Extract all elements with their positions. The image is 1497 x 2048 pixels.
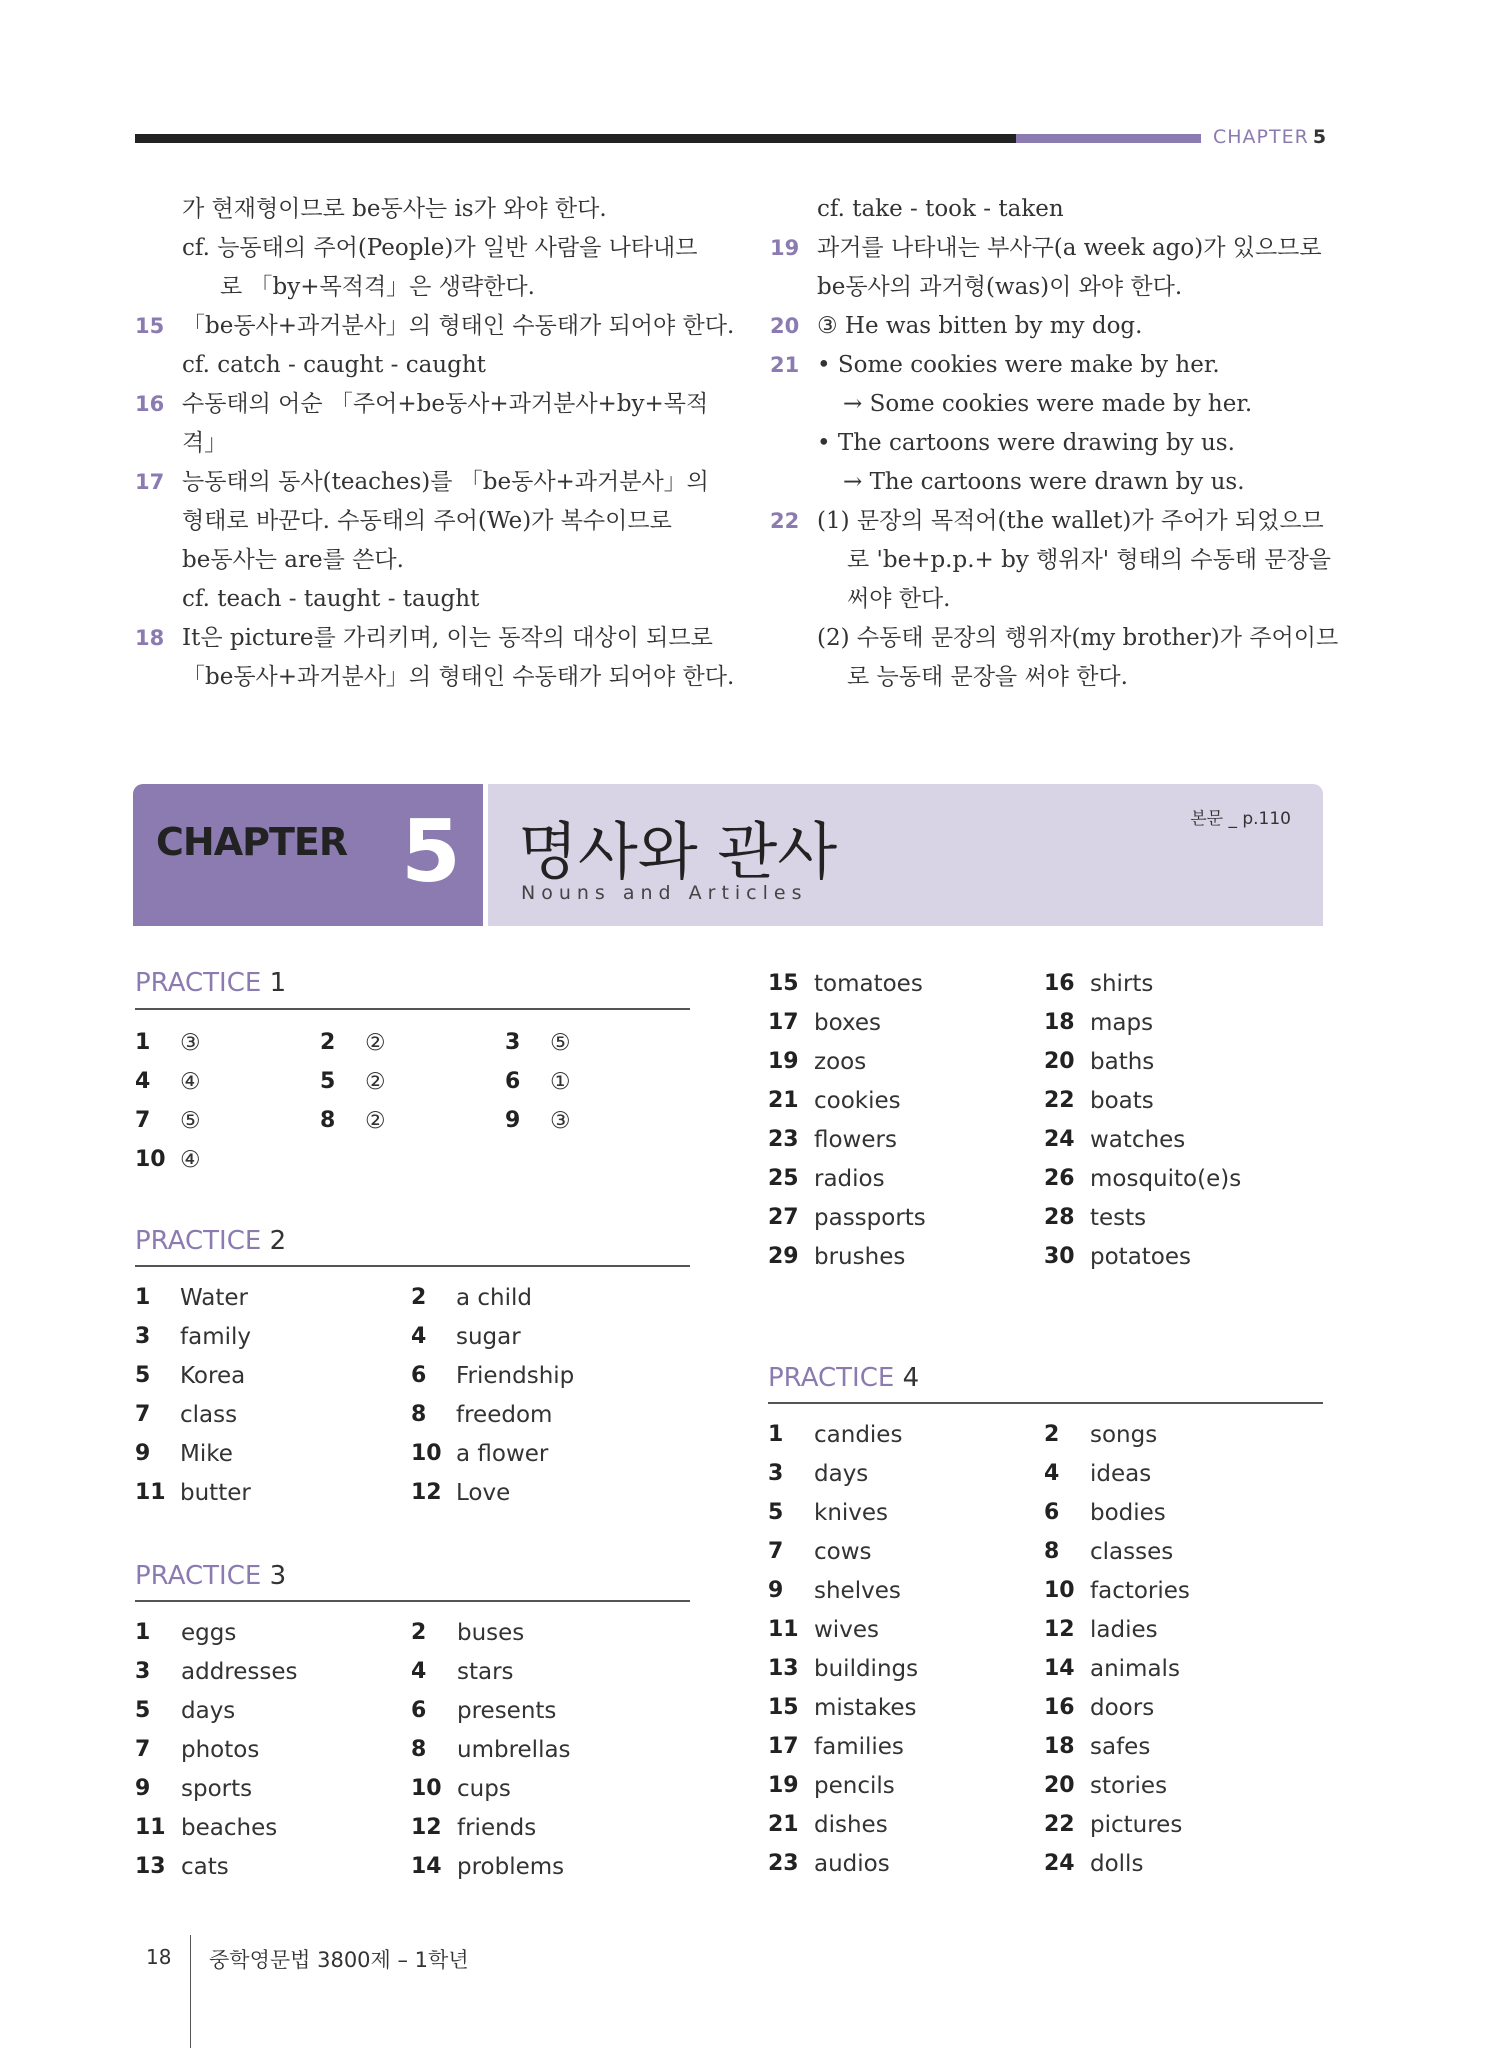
answer-value: problems: [457, 1854, 565, 1880]
answer-number: 8: [1044, 1539, 1060, 1564]
explanation-item: [770, 190, 1330, 229]
answer-number: 5: [768, 1500, 784, 1525]
answer-number: 6: [1044, 1500, 1060, 1525]
explanation-item: [135, 463, 709, 619]
chapter-banner-label: CHAPTER: [156, 820, 348, 864]
answer-value: ⑤: [550, 1030, 571, 1056]
practice-2-number: 2: [269, 1226, 287, 1256]
answer-number: 15: [768, 971, 799, 996]
explanation-line: • The cartoons were drawing by us.: [817, 430, 1235, 456]
answer-value: buses: [457, 1620, 525, 1646]
answer-number: 19: [768, 1049, 799, 1074]
practice-3-label: PRACTICE: [135, 1561, 262, 1591]
answer-value: baths: [1090, 1049, 1155, 1075]
answer-number: 12: [1044, 1617, 1075, 1642]
explanation-line: ③ He was bitten by my dog.: [817, 313, 1143, 339]
answer-value: sports: [181, 1776, 253, 1802]
explanation-line: 격」: [182, 430, 228, 456]
explanation-number: 18: [135, 626, 165, 650]
answer-value: Korea: [180, 1363, 246, 1389]
answer-number: 9: [768, 1578, 784, 1603]
explanation-number: 19: [770, 236, 800, 260]
answer-value: friends: [457, 1815, 537, 1841]
answer-value: mosquito(e)s: [1090, 1166, 1242, 1192]
answer-number: 4: [411, 1324, 427, 1349]
answer-number: 22: [1044, 1812, 1075, 1837]
answer-number: 4: [411, 1659, 427, 1684]
answer-number: 10: [411, 1776, 442, 1801]
explanation-line: 「be동사+과거분사」의 형태인 수동태가 되어야 한다.: [182, 664, 735, 690]
answer-value: Love: [456, 1480, 511, 1506]
answer-value: eggs: [181, 1620, 237, 1646]
explanation-line: be동사는 are를 쓴다.: [182, 547, 404, 573]
explanation-line: → Some cookies were made by her.: [843, 391, 1253, 417]
answer-number: 10: [1044, 1578, 1075, 1603]
answer-number: 29: [768, 1244, 799, 1269]
answer-value: candies: [814, 1422, 903, 1448]
answer-number: 7: [135, 1402, 151, 1427]
answer-value: a child: [456, 1285, 533, 1311]
practice-3-number: 3: [269, 1561, 287, 1591]
book-title: 중학영문법 3800제 – 1학년: [209, 1948, 469, 1972]
explanation-line: • Some cookies were make by her.: [817, 352, 1220, 378]
chapter-title: 명사와 관사: [518, 815, 838, 888]
answer-value: family: [180, 1324, 251, 1350]
practice-3-title: [135, 1561, 286, 1591]
answer-value: ⑤: [180, 1108, 201, 1134]
answer-value: shirts: [1090, 971, 1154, 997]
answer-value: bodies: [1090, 1500, 1166, 1526]
explanation-line: cf. catch - caught - caught: [182, 352, 486, 378]
answer-value: buildings: [814, 1656, 919, 1682]
answer-number: 3: [768, 1461, 784, 1486]
answer-value: boats: [1090, 1088, 1154, 1114]
answer-number: 1: [135, 1030, 151, 1055]
header-rule-dark: [135, 134, 1016, 143]
chapter-banner-number-block: [133, 784, 483, 926]
answer-value: watches: [1090, 1127, 1186, 1153]
answer-value: days: [814, 1461, 869, 1487]
answer-number: 7: [135, 1108, 151, 1133]
answer-number: 26: [1044, 1166, 1075, 1191]
answer-value: knives: [814, 1500, 889, 1526]
answer-number: 9: [505, 1108, 521, 1133]
practice-4-title: [768, 1363, 919, 1393]
answer-number: 8: [320, 1108, 336, 1133]
explanation-line: 형태로 바꾼다. 수동태의 주어(We)가 복수이므로: [182, 508, 672, 534]
explanation-line: 로 'be+p.p.+ by 행위자' 형태의 수동태 문장을: [847, 547, 1332, 573]
answer-value: umbrellas: [457, 1737, 571, 1763]
answer-value: Water: [180, 1285, 248, 1311]
explanation-line: 로 능동태 문장을 써야 한다.: [847, 664, 1128, 690]
practice-2-label: PRACTICE: [135, 1226, 262, 1256]
answer-value: cows: [814, 1539, 872, 1565]
explanations-left-column: [135, 190, 735, 697]
explanation-line: 가 현재형이므로 be동사는 is가 와야 한다.: [182, 196, 607, 222]
running-header: [1213, 126, 1327, 148]
answer-number: 18: [1044, 1010, 1075, 1035]
answer-value: sugar: [456, 1324, 521, 1350]
practice-3-rule: [135, 1600, 690, 1602]
answer-value: ladies: [1090, 1617, 1158, 1643]
explanation-number: 15: [135, 314, 165, 338]
answer-value: songs: [1090, 1422, 1158, 1448]
answer-value: days: [181, 1698, 236, 1724]
explanation-line: cf. teach - taught - taught: [182, 586, 480, 612]
answer-number: 11: [135, 1815, 166, 1840]
answer-number: 12: [411, 1480, 442, 1505]
answer-number: 2: [320, 1030, 336, 1055]
answer-number: 6: [411, 1698, 427, 1723]
answer-number: 10: [411, 1441, 442, 1466]
answer-value: cups: [457, 1776, 511, 1802]
explanation-line: It은 picture를 가리키며, 이는 동작의 대상이 되므로: [182, 625, 713, 651]
answer-value: presents: [457, 1698, 557, 1724]
answer-value: flowers: [814, 1127, 897, 1153]
explanation-line: 「be동사+과거분사」의 형태인 수동태가 되어야 한다.: [182, 313, 735, 339]
explanation-line: cf. 능동태의 주어(People)가 일반 사람을 나타내므: [182, 235, 698, 261]
answer-value: tests: [1090, 1205, 1147, 1231]
answer-value: audios: [814, 1851, 890, 1877]
answer-value: butter: [180, 1480, 251, 1506]
answer-number: 5: [135, 1698, 151, 1723]
chapter-banner-title-block: [488, 784, 1323, 926]
answer-value: ②: [365, 1069, 386, 1095]
answer-number: 1: [135, 1620, 151, 1645]
answer-value: boxes: [814, 1010, 882, 1036]
answer-value: classes: [1090, 1539, 1174, 1565]
answer-value: factories: [1090, 1578, 1190, 1604]
explanation-line: 로 「by+목적격」은 생략한다.: [220, 274, 535, 300]
answer-number: 20: [1044, 1049, 1075, 1074]
explanation-line: cf. take - took - taken: [817, 196, 1064, 222]
answer-value: tomatoes: [814, 971, 923, 997]
explanation-number: 16: [135, 392, 165, 416]
answer-value: doors: [1090, 1695, 1155, 1721]
answer-value: ④: [180, 1147, 201, 1173]
header-rule-accent: [1016, 134, 1201, 143]
explanation-item: [135, 307, 735, 385]
practice-1-rule: [135, 1008, 690, 1010]
answer-number: 7: [768, 1539, 784, 1564]
answer-number: 24: [1044, 1851, 1075, 1876]
answer-number: 25: [768, 1166, 799, 1191]
answer-value: cats: [181, 1854, 229, 1880]
footer-divider: [190, 1935, 191, 2048]
answer-value: ideas: [1090, 1461, 1152, 1487]
answer-number: 14: [411, 1854, 442, 1879]
answer-value: shelves: [814, 1578, 901, 1604]
answer-number: 16: [1044, 971, 1075, 996]
explanation-number: 20: [770, 314, 800, 338]
answer-value: beaches: [181, 1815, 278, 1841]
answer-value: ④: [180, 1069, 201, 1095]
explanation-item: [770, 502, 1339, 697]
answer-value: radios: [814, 1166, 885, 1192]
answer-number: 4: [135, 1069, 151, 1094]
answer-value: wives: [814, 1617, 879, 1643]
answer-number: 17: [768, 1010, 799, 1035]
answer-number: 23: [768, 1851, 799, 1876]
running-header-number: 5: [1312, 126, 1328, 148]
answer-value: ③: [550, 1108, 571, 1134]
answer-number: 23: [768, 1127, 799, 1152]
explanations-right-column: [770, 190, 1339, 697]
practice-2-title: [135, 1226, 286, 1256]
answer-value: Friendship: [456, 1363, 575, 1389]
explanation-item: [135, 619, 735, 697]
answer-number: 28: [1044, 1205, 1075, 1230]
answer-number: 20: [1044, 1773, 1075, 1798]
answer-number: 21: [768, 1812, 799, 1837]
answer-value: stories: [1090, 1773, 1168, 1799]
answer-value: passports: [814, 1205, 926, 1231]
answer-value: mistakes: [814, 1695, 917, 1721]
answer-value: addresses: [181, 1659, 298, 1685]
running-header-label: CHAPTER: [1213, 126, 1309, 148]
answer-value: photos: [181, 1737, 260, 1763]
chapter-subtitle: Nouns and Articles: [521, 882, 808, 904]
answer-number: 10: [135, 1147, 166, 1172]
answer-value: class: [180, 1402, 238, 1428]
answer-number: 1: [135, 1285, 151, 1310]
answer-number: 17: [768, 1734, 799, 1759]
answer-number: 16: [1044, 1695, 1075, 1720]
answer-number: 3: [135, 1324, 151, 1349]
answer-value: pictures: [1090, 1812, 1183, 1838]
explanation-item: [770, 307, 1330, 346]
answer-number: 6: [411, 1363, 427, 1388]
practice-4-number: 4: [902, 1363, 920, 1393]
answer-value: maps: [1090, 1010, 1154, 1036]
answer-value: potatoes: [1090, 1244, 1192, 1270]
answer-number: 22: [1044, 1088, 1075, 1113]
answer-number: 21: [768, 1088, 799, 1113]
answer-number: 9: [135, 1441, 151, 1466]
explanation-line: (1) 문장의 목적어(the wallet)가 주어가 되었으므: [817, 508, 1324, 534]
answer-number: 5: [320, 1069, 336, 1094]
explanation-number: 21: [770, 353, 800, 377]
explanation-item: [135, 190, 698, 307]
answer-number: 2: [411, 1285, 427, 1310]
practice-2-rule: [135, 1265, 690, 1267]
explanation-line: (2) 수동태 문장의 행위자(my brother)가 주어이므: [817, 625, 1339, 651]
explanation-number: 17: [135, 470, 165, 494]
explanation-item: [770, 229, 1330, 307]
answer-number: 1: [768, 1422, 784, 1447]
answer-value: ①: [550, 1069, 571, 1095]
answer-value: animals: [1090, 1656, 1180, 1682]
explanation-line: → The cartoons were drawn by us.: [843, 469, 1245, 495]
answer-number: 9: [135, 1776, 151, 1801]
answer-number: 18: [1044, 1734, 1075, 1759]
answer-value: ②: [365, 1030, 386, 1056]
answer-value: stars: [457, 1659, 514, 1685]
explanation-number: 22: [770, 509, 800, 533]
answer-number: 3: [505, 1030, 521, 1055]
answer-value: families: [814, 1734, 904, 1760]
answer-number: 6: [505, 1069, 521, 1094]
practice-4-rule: [768, 1402, 1323, 1404]
answer-number: 12: [411, 1815, 442, 1840]
explanation-line: 써야 한다.: [847, 586, 951, 612]
answer-number: 30: [1044, 1244, 1075, 1269]
answer-number: 7: [135, 1737, 151, 1762]
explanation-item: [135, 385, 709, 463]
explanation-line: 수동태의 어순 「주어+be동사+과거분사+by+목적: [182, 391, 709, 417]
answer-value: ③: [180, 1030, 201, 1056]
answer-value: safes: [1090, 1734, 1151, 1760]
chapter-page-reference: 본문 _ p.110: [1190, 809, 1291, 829]
answer-number: 27: [768, 1205, 799, 1230]
explanation-line: 능동태의 동사(teaches)를 「be동사+과거분사」의: [182, 469, 709, 495]
answer-number: 5: [135, 1363, 151, 1388]
answer-number: 19: [768, 1773, 799, 1798]
answer-value: freedom: [456, 1402, 553, 1428]
answer-value: ②: [365, 1108, 386, 1134]
answer-number: 24: [1044, 1127, 1075, 1152]
answer-value: Mike: [180, 1441, 233, 1467]
answer-number: 14: [1044, 1656, 1075, 1681]
answer-number: 13: [768, 1656, 799, 1681]
answer-number: 15: [768, 1695, 799, 1720]
answer-number: 3: [135, 1659, 151, 1684]
answer-number: 2: [1044, 1422, 1060, 1447]
answer-number: 11: [768, 1617, 799, 1642]
answer-value: dishes: [814, 1812, 888, 1838]
page-number: 18: [146, 1945, 172, 1969]
explanation-line: be동사의 과거형(was)이 와야 한다.: [817, 274, 1183, 300]
answer-number: 4: [1044, 1461, 1060, 1486]
answer-value: a flower: [456, 1441, 549, 1467]
answer-number: 8: [411, 1737, 427, 1762]
answer-value: zoos: [814, 1049, 867, 1075]
answer-number: 8: [411, 1402, 427, 1427]
answer-number: 11: [135, 1480, 166, 1505]
answer-value: dolls: [1090, 1851, 1144, 1877]
answer-value: pencils: [814, 1773, 895, 1799]
answer-value: brushes: [814, 1244, 906, 1270]
explanation-item: [770, 346, 1330, 502]
practice-1-label: PRACTICE: [135, 968, 262, 998]
answer-value: cookies: [814, 1088, 901, 1114]
practice-1-title: [135, 968, 286, 998]
answer-number: 2: [411, 1620, 427, 1645]
practice-1-number: 1: [269, 968, 287, 998]
practice-4-label: PRACTICE: [768, 1363, 895, 1393]
chapter-banner-number: 5: [401, 802, 461, 902]
answer-number: 13: [135, 1854, 166, 1879]
explanation-line: 과거를 나타내는 부사구(a week ago)가 있으므로: [817, 235, 1322, 261]
